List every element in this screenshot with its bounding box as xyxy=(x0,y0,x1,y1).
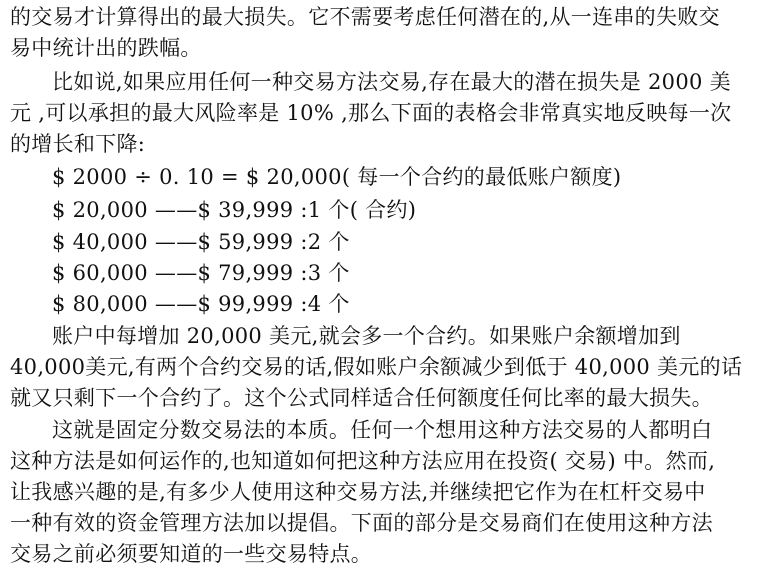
text-line: 的增长和下降: xyxy=(10,132,146,156)
text-line: 账户中每增加 20,000 美元,就会多一个合约。如果账户余额增加到 xyxy=(52,324,681,348)
text-line: 易中统计出的跌幅。 xyxy=(10,36,202,60)
text-line: 这种方法是如何运作的,也知道如何把这种方法应用在投资( 交易) 中。然而, xyxy=(10,449,716,473)
text-line: 40,000美元,有两个合约交易的话,假如账户余额减少到低于 40,000 美元的话 xyxy=(10,355,743,379)
text-line: 元 ,可以承担的最大风险率是 10% ,那么下面的表格会非常真实地反映每一次 xyxy=(10,101,732,125)
text-line: 交易之前必须要知道的一些交易特点。 xyxy=(10,542,373,566)
formula-line: $ 2000 ÷ 0. 10 = $ 20,000( 每一个合约的最低账户额度) xyxy=(52,165,622,189)
formula-line: $ 60,000 ——$ 79,999 :3 个 xyxy=(52,261,350,285)
formula-line: $ 80,000 ——$ 99,999 :4 个 xyxy=(52,292,350,316)
text-line: 比如说,如果应用任何一种交易方法交易,存在最大的潜在损失是 2000 美 xyxy=(52,70,731,94)
text-line: 一种有效的资金管理方法加以提倡。下面的部分是交易商们在使用这种方法 xyxy=(10,511,713,535)
text-line: 让我感兴趣的是,有多少人使用这种交易方法,并继续把它作为在杠杆交易中 xyxy=(10,480,706,504)
text-line: 这就是固定分数交易法的本质。任何一个想用这种方法交易的人都明白 xyxy=(52,418,713,442)
text-line: 就又只剩下一个合约了。这个公式同样适合任何额度任何比率的最大损失。 xyxy=(10,386,713,410)
formula-line: $ 20,000 ——$ 39,999 :1 个( 合约) xyxy=(52,198,417,222)
text-line: 的交易才计算得出的最大损失。它不需要考虑任何潜在的,从一连串的失败交 xyxy=(10,5,720,29)
formula-line: $ 40,000 ——$ 59,999 :2 个 xyxy=(52,230,350,254)
